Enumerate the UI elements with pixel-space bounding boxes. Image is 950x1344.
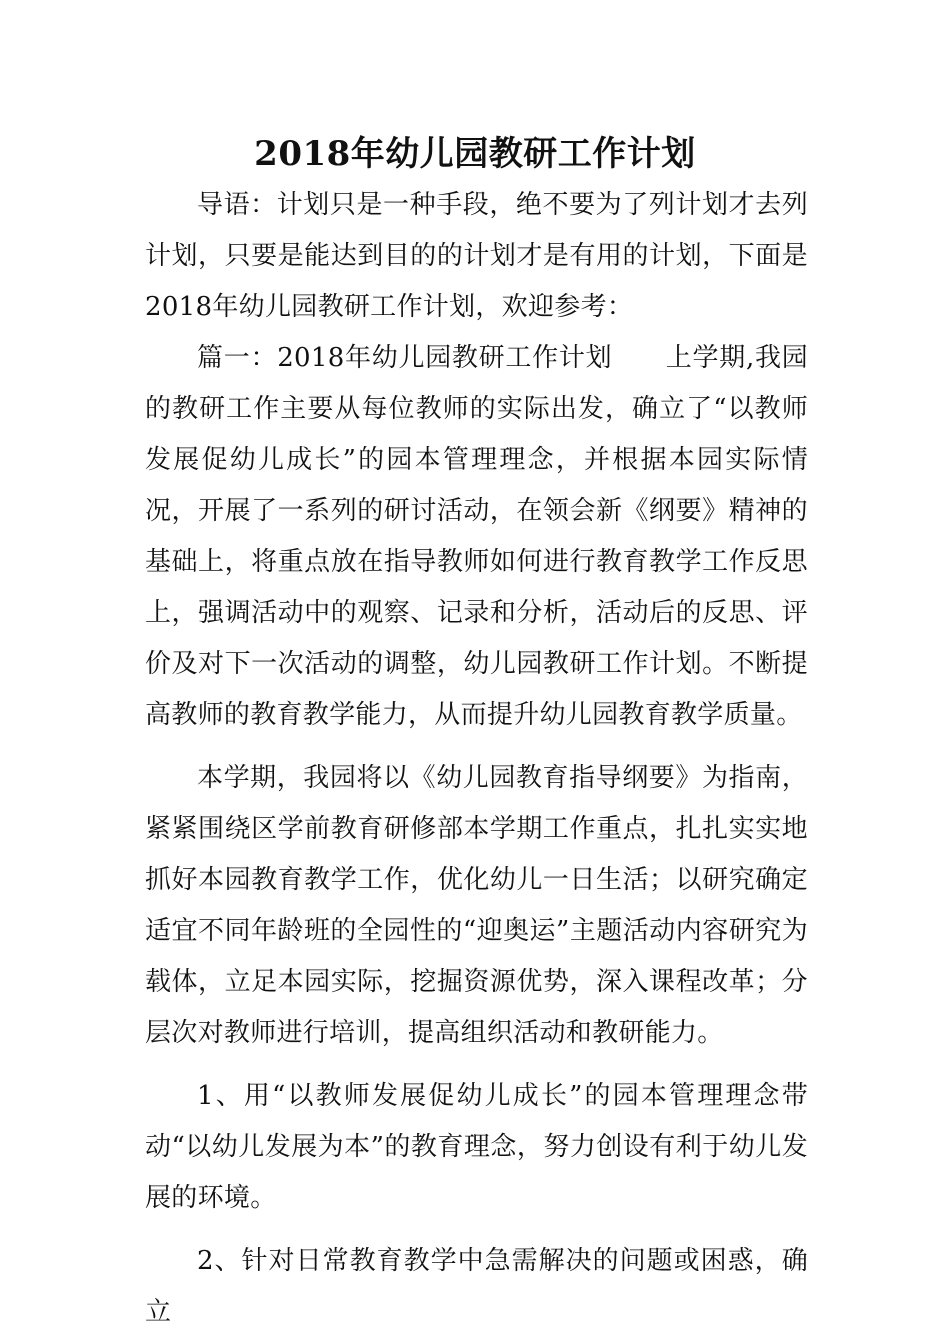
paragraph-item-1: 1、用“以教师发展促幼儿成长”的园本管理理念带动“以幼儿发展为本”的教育理念，努力创设有利于幼儿发展的环境。 — [145, 1081, 808, 1213]
document-body — [145, 180, 808, 1338]
paragraph-intro: 导语：计划只是一种手段，绝不要为了列计划才去列计划，只要是能达到目的的计划才是有用的计划，下面是2018年幼儿园教研工作计划，欢迎参考： — [145, 190, 808, 322]
paragraph-part-one: 篇一：2018年幼儿园教研工作计划 上学期,我园的教研工作主要从每位教师的实际出发，确立了“以教师发展促幼儿成长”的园本管理理念，并根据本园实际情况，开展了一系列的研讨活动，在领会新《纲要》精神的基础上，将重点放在指导教师如何进行教育教学工作反思上，强调活动中的观察、记录和分析，活动后的反思、评价及对下一次活动的调整，幼儿园教研工作计划。不断提高教师的教育教学能力，从而提升幼儿园教育教学质量。 — [145, 343, 808, 730]
paragraph-item-2: 2、针对日常教育教学中急需解决的问题或困惑，确立 — [145, 1246, 808, 1327]
paragraph-this-semester: 本学期，我园将以《幼儿园教育指导纲要》为指南，紧紧围绕区学前教育研修部本学期工作重点，扎扎实实地抓好本园教育教学工作，优化幼儿一日生活；以研究确定适宜不同年龄班的全园性的“迎奥运”主题活动内容研究为载体，立足本园实际，挖掘资源优势，深入课程改革；分层次对教师进行培训，提高组织活动和教研能力。 — [145, 763, 808, 1048]
document-title: 2018年幼儿园教研工作计划 — [254, 134, 696, 174]
